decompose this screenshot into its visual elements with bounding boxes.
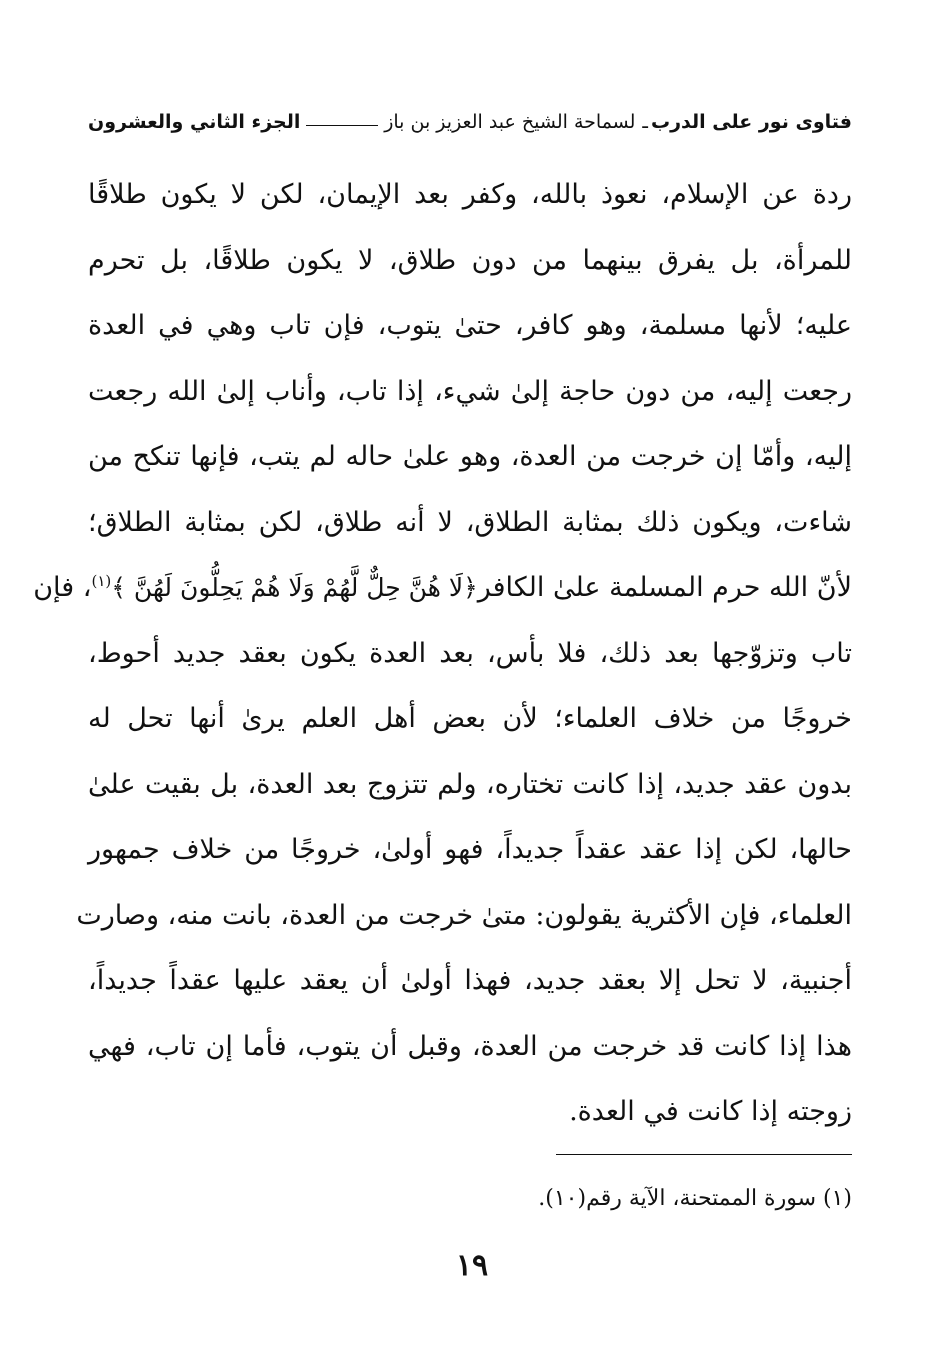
text-line: تاب وتزوّجها بعد ذلك، فلا بأس، بعد العدة يكون بعقد جديد أحوط، [88,637,852,669]
header-dash: ـ [642,111,648,133]
footnote: (١) سورة الممتحنة، الآية رقم(١٠). [538,1186,852,1211]
running-header [88,104,852,140]
text-line: خروجًا من خلاف العلماء؛ لأن بعض أهل العلم يرىٰ أنها تحل له [88,703,852,734]
text-line: بدون عقد جديد، إذا كانت تختاره، ولم تتزوج بعد العدة، بل بقيت علىٰ [88,768,852,800]
text-line-quran [33,555,852,621]
text-line: العلماء، فإن الأكثرية يقولون: متىٰ خرجت من العدة، بانت منه، وصارت [76,899,852,931]
text-line: هذا إذا كانت قد خرجت من العدة، وقبل أن يتوب، فأما إن تاب، فهي [88,1030,852,1062]
text-line: شاءت، ويكون ذلك بمثابة الطلاق، لا أنه طلاق، لكن بمثابة الطلاق؛ [88,506,852,538]
text-after-verse: ، فإن [33,572,92,603]
text-line: أجنبية، لا تحل إلا بعقد جديد، فهذا أولىٰ أن يعقد عليها عقداً جديداً، [88,965,852,996]
footnote-reference[interactable]: (١) [91,572,112,590]
page-number: ١٩ [455,1248,489,1283]
header-rule [306,125,378,126]
text-before-verse: لأنّ الله حرم المسلمة علىٰ الكافر [477,572,852,603]
volume-part: الجزء الثاني والعشرون [88,111,301,133]
author-name: لسماحة الشيخ عبد العزيز بن باز [384,111,636,133]
text-line: إليه، وأمّا إن خرجت من العدة، وهو علىٰ حاله لم يتب، فإنها تنكح من [88,441,852,472]
text-line: ردة عن الإسلام، نعوذ بالله، وكفر بعد الإيمان، لكن لا يكون طلاقًا [88,179,852,210]
main-text [33,162,852,1145]
text-line: حالها، لكن إذا عقد عقداً جديداً، فهو أولىٰ، خروجًا من خلاف جمهور [88,834,852,865]
text-line: رجعت إليه، من دون حاجة إلىٰ شيء، إذا تاب، وأناب إلىٰ الله رجعت [88,375,852,407]
text-line: عليه؛ لأنها مسلمة، وهو كافر، حتىٰ يتوب، فإن تاب وهي في العدة [88,310,852,341]
footnote-separator [556,1154,852,1155]
text-line-last: زوجته إذا كانت في العدة. [569,1096,852,1127]
book-title: فتاوى نور على الدرب [651,111,852,133]
text-line: للمرأة، بل يفرق بينهما من دون طلاق، لا يكون طلاقًا، بل تحرم [88,244,852,276]
quran-verse: ﴿لَا هُنَّ حِلٌّ لَّهُمْ وَلَا هُمْ يَحِلُّونَ لَهُنَّ ﴾ [111,573,478,602]
